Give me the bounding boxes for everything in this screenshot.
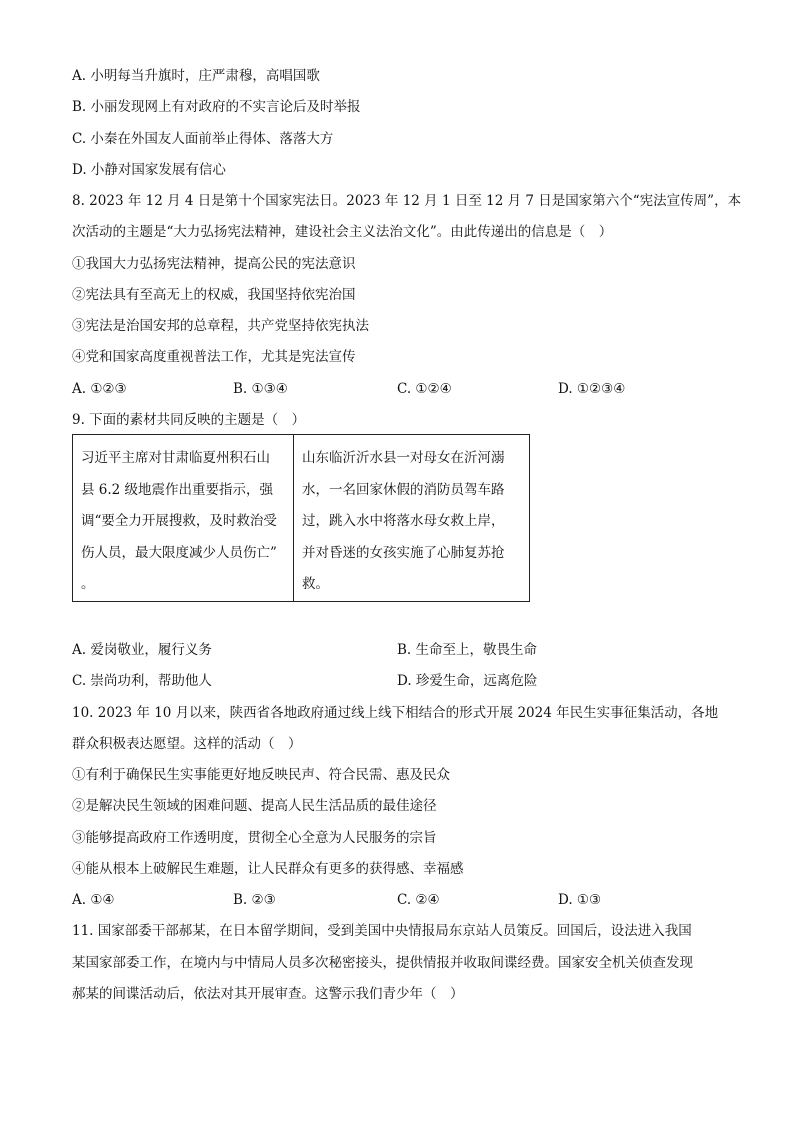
q9-option-b: B. 生命至上，敬畏生命 — [397, 642, 538, 658]
q11-line1: 11. 国家部委干部郝某，在日本留学期间，受到美国中央情报局东京站人员策反。回国后，设法进入我国 — [72, 923, 692, 939]
q9-option-a: A. 爱岗敬业，履行义务 — [72, 642, 212, 658]
q8-item-3: ③宪法是治国安邦的总章程，共产党坚持依宪执法 — [72, 318, 369, 334]
q8-option-a: A. ①②③ — [72, 381, 127, 397]
q9-left-line: 伤人员，最大限度减少人员伤亡” — [81, 544, 277, 561]
q11-line2: 某国家部委工作，在境内与中情局人员多次秘密接头，提供情报并收取间谍经费。国家安全机关侦查发现 — [72, 955, 693, 971]
q10-stem-line1: 10. 2023 年 10 月以来，陕西省各地政府通过线上线下相结合的形式开展 2024 年民生实事征集活动，各地 — [72, 705, 719, 721]
q9-right-line: 水，一名回家休假的消防员驾车路 — [302, 481, 505, 498]
q7-option-b: B. 小丽发现网上有对政府的不实言论后及时举报 — [72, 99, 361, 115]
q10-option-c: C. ②④ — [397, 892, 440, 908]
q10-option-b: B. ②③ — [233, 892, 276, 908]
q9-right-line: 过，跳入水中将落水母女救上岸， — [302, 513, 505, 529]
q10-item-3: ③能够提高政府工作透明度，贯彻全心全意为人民服务的宗旨 — [72, 830, 437, 846]
q10-item-4: ④能从根本上破解民生难题，让人民群众有更多的获得感、幸福感 — [72, 861, 464, 877]
q8-option-b: B. ①③④ — [233, 381, 288, 397]
q8-option-c: C. ①②④ — [397, 381, 452, 397]
q8-option-d: D. ①②③④ — [558, 381, 626, 397]
q9-material-table — [72, 434, 530, 602]
q10-option-d: D. ①③ — [558, 892, 602, 908]
q9-option-c: C. 崇尚功利，帮助他人 — [72, 673, 212, 689]
q9-right-line: 并对昏迷的女孩实施了心肺复苏抢 — [302, 544, 505, 561]
q9-material-left — [73, 435, 294, 601]
q8-stem-line1: 8. 2023 年 12 月 4 日是第十个国家宪法日。2023 年 12 月 1 日至 12 月 7 日是国家第六个“宪法宣传周”，本 — [72, 193, 742, 209]
q7-option-a: A. 小明每当升旗时，庄严肃穆，高唱国歌 — [72, 68, 320, 84]
q11-line3: 郝某的间谍活动后，依法对其开展审查。这警示我们青少年（ ） — [72, 986, 464, 1002]
q7-option-d: D. 小静对国家发展有信心 — [72, 162, 226, 178]
q9-material-right — [294, 435, 529, 601]
q8-item-1: ①我国大力弘扬宪法精神，提高公民的宪法意识 — [72, 256, 356, 272]
q9-left-line: 习近平主席对甘肃临夏州积石山 — [81, 450, 270, 466]
q9-left-line: 。 — [81, 576, 95, 592]
q8-item-2: ②宪法具有至高无上的权威，我国坚持依宪治国 — [72, 287, 356, 303]
q10-stem-line2: 群众积极表达愿望。这样的活动（ ） — [72, 736, 302, 752]
q9-stem: 9. 下面的素材共同反映的主题是（ ） — [72, 412, 306, 428]
q9-left-line: 县 6.2 级地震作出重要指示，强 — [81, 481, 274, 498]
q10-item-2: ②是解决民生领域的困难问题、提高人民生活品质的最佳途径 — [72, 798, 437, 814]
q10-option-a: A. ①④ — [72, 892, 115, 908]
q9-option-d: D. 珍爱生命，远离危险 — [397, 673, 538, 689]
q9-right-line: 山东临沂沂水县一对母女在沂河溺 — [302, 450, 505, 466]
q9-left-line: 调“要全力开展搜救，及时救治受 — [81, 513, 277, 529]
q9-right-line: 救。 — [302, 576, 329, 592]
q10-item-1: ①有利于确保民生实事能更好地反映民声、符合民需、惠及民众 — [72, 767, 450, 783]
q8-item-4: ④党和国家高度重视普法工作，尤其是宪法宣传 — [72, 349, 356, 365]
q8-stem-line2: 次活动的主题是“大力弘扬宪法精神，建设社会主义法治文化”。由此传递出的信息是（ ） — [72, 224, 613, 240]
q7-option-c: C. 小秦在外国友人面前举止得体、落落大方 — [72, 131, 334, 147]
